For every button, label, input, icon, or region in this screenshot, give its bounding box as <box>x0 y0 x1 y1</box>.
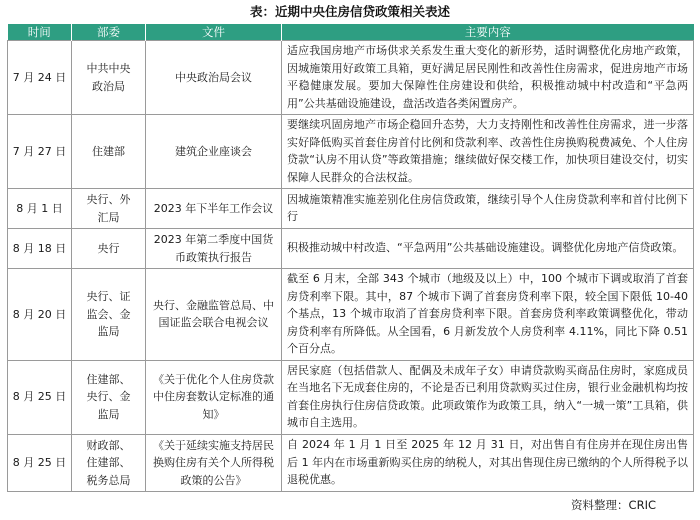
cell-doc: 建筑企业座谈会 <box>146 115 282 189</box>
cell-doc: 央行、金融监管总局、中国证监会联合电视会议 <box>146 269 282 361</box>
cell-time: 8 月 25 日 <box>8 360 72 434</box>
header-doc: 文件 <box>146 24 282 41</box>
cell-doc: 2023 年下半年工作会议 <box>146 189 282 229</box>
cell-doc: 2023 年第二季度中国货币政策执行报告 <box>146 229 282 269</box>
table-row <box>8 434 694 492</box>
cell-doc: 《关于优化个人住房贷款中住房套数认定标准的通知》 <box>146 360 282 434</box>
cell-time: 7 月 27 日 <box>8 115 72 189</box>
table-row <box>8 360 694 434</box>
cell-time: 8 月 25 日 <box>8 434 72 492</box>
cell-doc: 《关于延续实施支持居民换购住房有关个人所得税政策的公告》 <box>146 434 282 492</box>
cell-dept: 中共中央 政治局 <box>72 41 146 115</box>
cell-content: 适应我国房地产市场供求关系发生重大变化的新形势，适时调整优化房地产政策，因城施策用好政策工具箱，更好满足居民刚性和改善性住房需求，促进房地产市场平稳健康发展。要加大保障性住房建设和供给，积极推动城中村改造和“平急两用”公共基础设施建设，盘活改造各类闲置房产。 <box>282 41 694 115</box>
table-title: 表：近期中央住房信贷政策相关表述 <box>249 4 450 19</box>
table-row <box>8 269 694 361</box>
cell-dept: 财政部、 住建部、 税务总局 <box>72 434 146 492</box>
table-row <box>8 115 694 189</box>
header-time: 时间 <box>8 24 72 41</box>
cell-content: 要继续巩固房地产市场企稳回升态势，大力支持刚性和改善性住房需求，进一步落实好降低购买首套住房首付比例和贷款利率、改善性住房换购税费减免、个人住房贷款“认房不用认贷”等政策措施；继续做好保交楼工作，加快项目建设交付，切实保障人民群众的合法权益。 <box>282 115 694 189</box>
header-dept: 部委 <box>72 24 146 41</box>
cell-dept: 央行 <box>72 229 146 269</box>
source-note: 资料整理：CRIC <box>571 498 656 512</box>
cell-content: 居民家庭（包括借款人、配偶及未成年子女）申请贷款购买商品住房时，家庭成员在当地名下无成套住房的，不论是否已利用贷款购买过住房，银行业金融机构均按首套住房执行住房信贷政策。此项政策作为政策工具，纳入“一城一策”工具箱，供城市自主选用。 <box>282 360 694 434</box>
table-row <box>8 41 694 115</box>
cell-content: 积极推动城中村改造、“平急两用”公共基础设施建设。调整优化房地产信贷政策。 <box>282 229 694 269</box>
table-header-row <box>8 24 694 41</box>
cell-time: 8 月 1 日 <box>8 189 72 229</box>
cell-content: 因城施策精准实施差别化住房信贷政策，继续引导个人住房贷款利率和首付比例下行 <box>282 189 694 229</box>
table-row <box>8 229 694 269</box>
cell-doc: 中央政治局会议 <box>146 41 282 115</box>
table-row <box>8 189 694 229</box>
cell-time: 7 月 24 日 <box>8 41 72 115</box>
policy-table <box>7 24 694 492</box>
cell-dept: 住建部、 央行、金 监局 <box>72 360 146 434</box>
cell-dept: 央行、证 监会、金 监局 <box>72 269 146 361</box>
header-content: 主要内容 <box>282 24 694 41</box>
cell-dept: 住建部 <box>72 115 146 189</box>
cell-content: 截至 6 月末，全部 343 个城市（地级及以上）中，100 个城市下调或取消了首套房贷利率下限。其中，87 个城市下调了首套房贷利率下限，较全国下限低 10-40 个基点，13 个城市取消了首套房贷利率下限。首套房贷利率政策调整优化，带动房贷利率有所降低。从全国看，6 月新发放个人房贷利率 4.11%，同比下降 0.51 个百分点。 <box>282 269 694 361</box>
cell-time: 8 月 20 日 <box>8 269 72 361</box>
cell-content: 自 2024 年 1 月 1 日至 2025 年 12 月 31 日，对出售自有住房并在现住房出售后 1 年内在市场重新购买住房的纳税人，对其出售现住房已缴纳的个人所得税予以退税优惠。 <box>282 434 694 492</box>
cell-time: 8 月 18 日 <box>8 229 72 269</box>
cell-dept: 央行、外 汇局 <box>72 189 146 229</box>
